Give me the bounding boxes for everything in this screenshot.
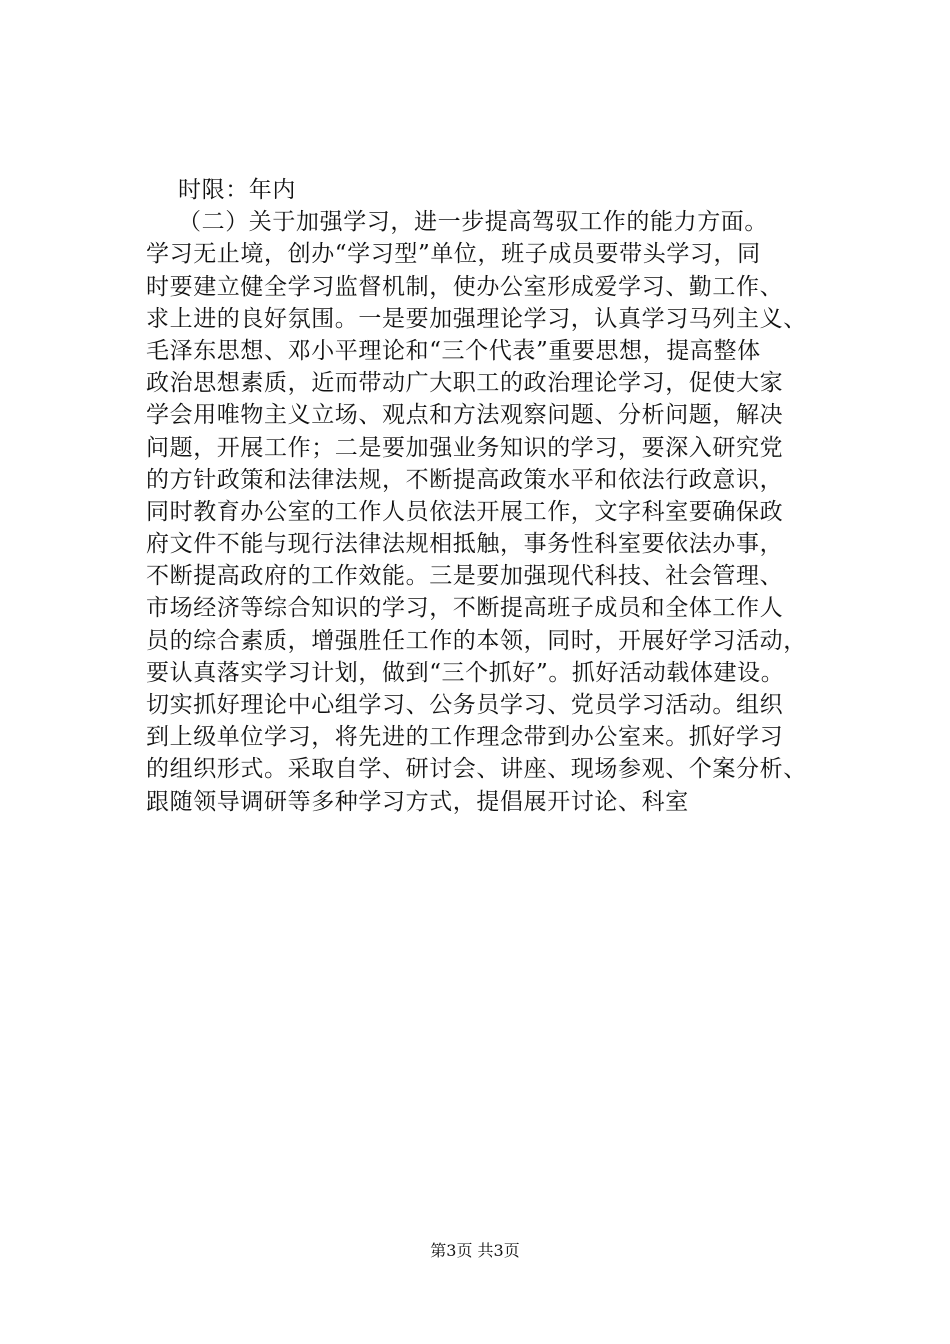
- paragraph-line: 切实抓好理论中心组学习、公务员学习、党员学习活动。组织: [146, 692, 784, 718]
- paragraph-line: 的组织形式。采取自学、研讨会、讲座、现场参观、个案分析、: [146, 756, 807, 783]
- paragraph-line: 政治思想素质，近而带动广大职工的政治理论学习，促使大家: [146, 370, 784, 397]
- paragraph-line: 求上进的良好氛围。一是要加强理论学习，认真学习马列主义、: [146, 305, 807, 332]
- paragraph-line: 时要建立健全学习监督机制，使办公室形成爱学习、勤工作、: [146, 273, 784, 300]
- paragraph-line: 同时教育办公室的工作人员依法开展工作，文字科室要确保政: [146, 498, 784, 525]
- paragraph-line: 跟随领导调研等多种学习方式，提倡展开讨论、科室: [146, 788, 689, 815]
- paragraph-line: 毛泽东思想、邓小平理论和“三个代表”重要思想，提高整体: [146, 337, 761, 364]
- paragraph-line: 学习无止境，创办“学习型”单位，班子成员要带头学习，同: [146, 241, 761, 268]
- paragraph-line: 府文件不能与现行法律法规相抵触，事务性科室要依法办事，: [146, 531, 784, 558]
- paragraph-line: 时限：年内: [178, 177, 296, 203]
- paragraph-line: 不断提高政府的工作效能。三是要加强现代科技、社会管理、: [146, 563, 784, 590]
- page-number-footer: 第3页 共3页: [430, 1241, 520, 1260]
- paragraph-line: 市场经济等综合知识的学习，不断提高班子成员和全体工作人: [146, 595, 784, 622]
- document-body: [146, 174, 866, 818]
- paragraph-line: 到上级单位学习，将先进的工作理念带到办公室来。抓好学习: [146, 724, 784, 751]
- paragraph-line: 员的综合素质，增强胜任工作的本领，同时，开展好学习活动，: [146, 627, 807, 654]
- paragraph-line: （二）关于加强学习，进一步提高驾驭工作的能力方面。: [178, 209, 768, 236]
- paragraph-line: 的方针政策和法律法规，不断提高政策水平和依法行政意识，: [146, 466, 784, 493]
- paragraph-line: 学会用唯物主义立场、观点和方法观察问题、分析问题，解决: [146, 402, 784, 429]
- paragraph-line: 要认真落实学习计划，做到“三个抓好”。抓好活动载体建设。: [146, 659, 785, 686]
- paragraph-line: 问题，开展工作；二是要加强业务知识的学习，要深入研究党: [146, 434, 784, 461]
